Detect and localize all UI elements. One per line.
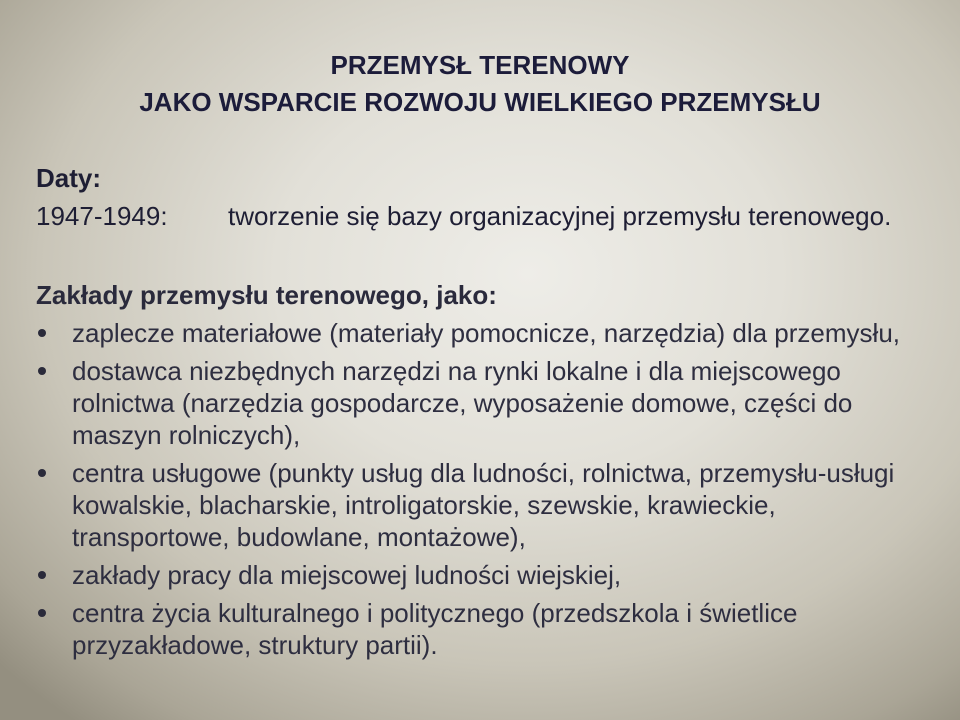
bullet-line: transportowe, budowlane, montażowe), bbox=[72, 522, 526, 552]
list-item bbox=[0, 457, 960, 553]
bullet-icon bbox=[38, 469, 46, 477]
bullet-icon bbox=[38, 367, 46, 375]
bullet-line: kowalskie, blacharskie, introligatorskie, szewskie, krawieckie, bbox=[72, 490, 776, 520]
slide-title bbox=[0, 47, 960, 121]
bullet-line: rolnictwa (narzędzia gospodarcze, wyposażenie domowe, części do bbox=[72, 388, 853, 418]
bullet-line: dostawca niezbędnych narzędzi na rynki lokalne i dla miejscowego bbox=[72, 356, 841, 386]
bullet-icon bbox=[38, 609, 46, 617]
bullet-line: przyzakładowe, struktury partii). bbox=[72, 630, 438, 660]
bullet-icon bbox=[38, 571, 46, 579]
dates-label: Daty: bbox=[36, 163, 102, 193]
list-item bbox=[0, 355, 960, 451]
list-item bbox=[0, 317, 960, 349]
list-heading: Zakłady przemysłu terenowego, jako: bbox=[36, 280, 497, 310]
list-item bbox=[0, 597, 960, 661]
dates-description: tworzenie się bazy organizacyjnej przemysłu terenowego. bbox=[228, 201, 892, 231]
bullet-list bbox=[0, 317, 960, 667]
bullet-icon bbox=[38, 329, 46, 337]
title-line-1: PRZEMYSŁ TERENOWY bbox=[330, 50, 630, 80]
list-item bbox=[0, 559, 960, 591]
dates-years: 1947-1949: bbox=[36, 201, 168, 231]
bullet-line: centra życia kulturalnego i politycznego (przedszkola i świetlice bbox=[72, 598, 798, 628]
bullet-line: zakłady pracy dla miejscowej ludności wiejskiej, bbox=[72, 560, 622, 590]
bullet-line: centra usługowe (punkty usług dla ludności, rolnictwa, przemysłu-usługi bbox=[72, 458, 895, 488]
bullet-line: zaplecze materiałowe (materiały pomocnicze, narzędzia) dla przemysłu, bbox=[72, 318, 901, 348]
title-line-2: JAKO WSPARCIE ROZWOJU WIELKIEGO PRZEMYSŁU bbox=[139, 87, 821, 117]
bullet-line: maszyn rolniczych), bbox=[72, 420, 301, 450]
